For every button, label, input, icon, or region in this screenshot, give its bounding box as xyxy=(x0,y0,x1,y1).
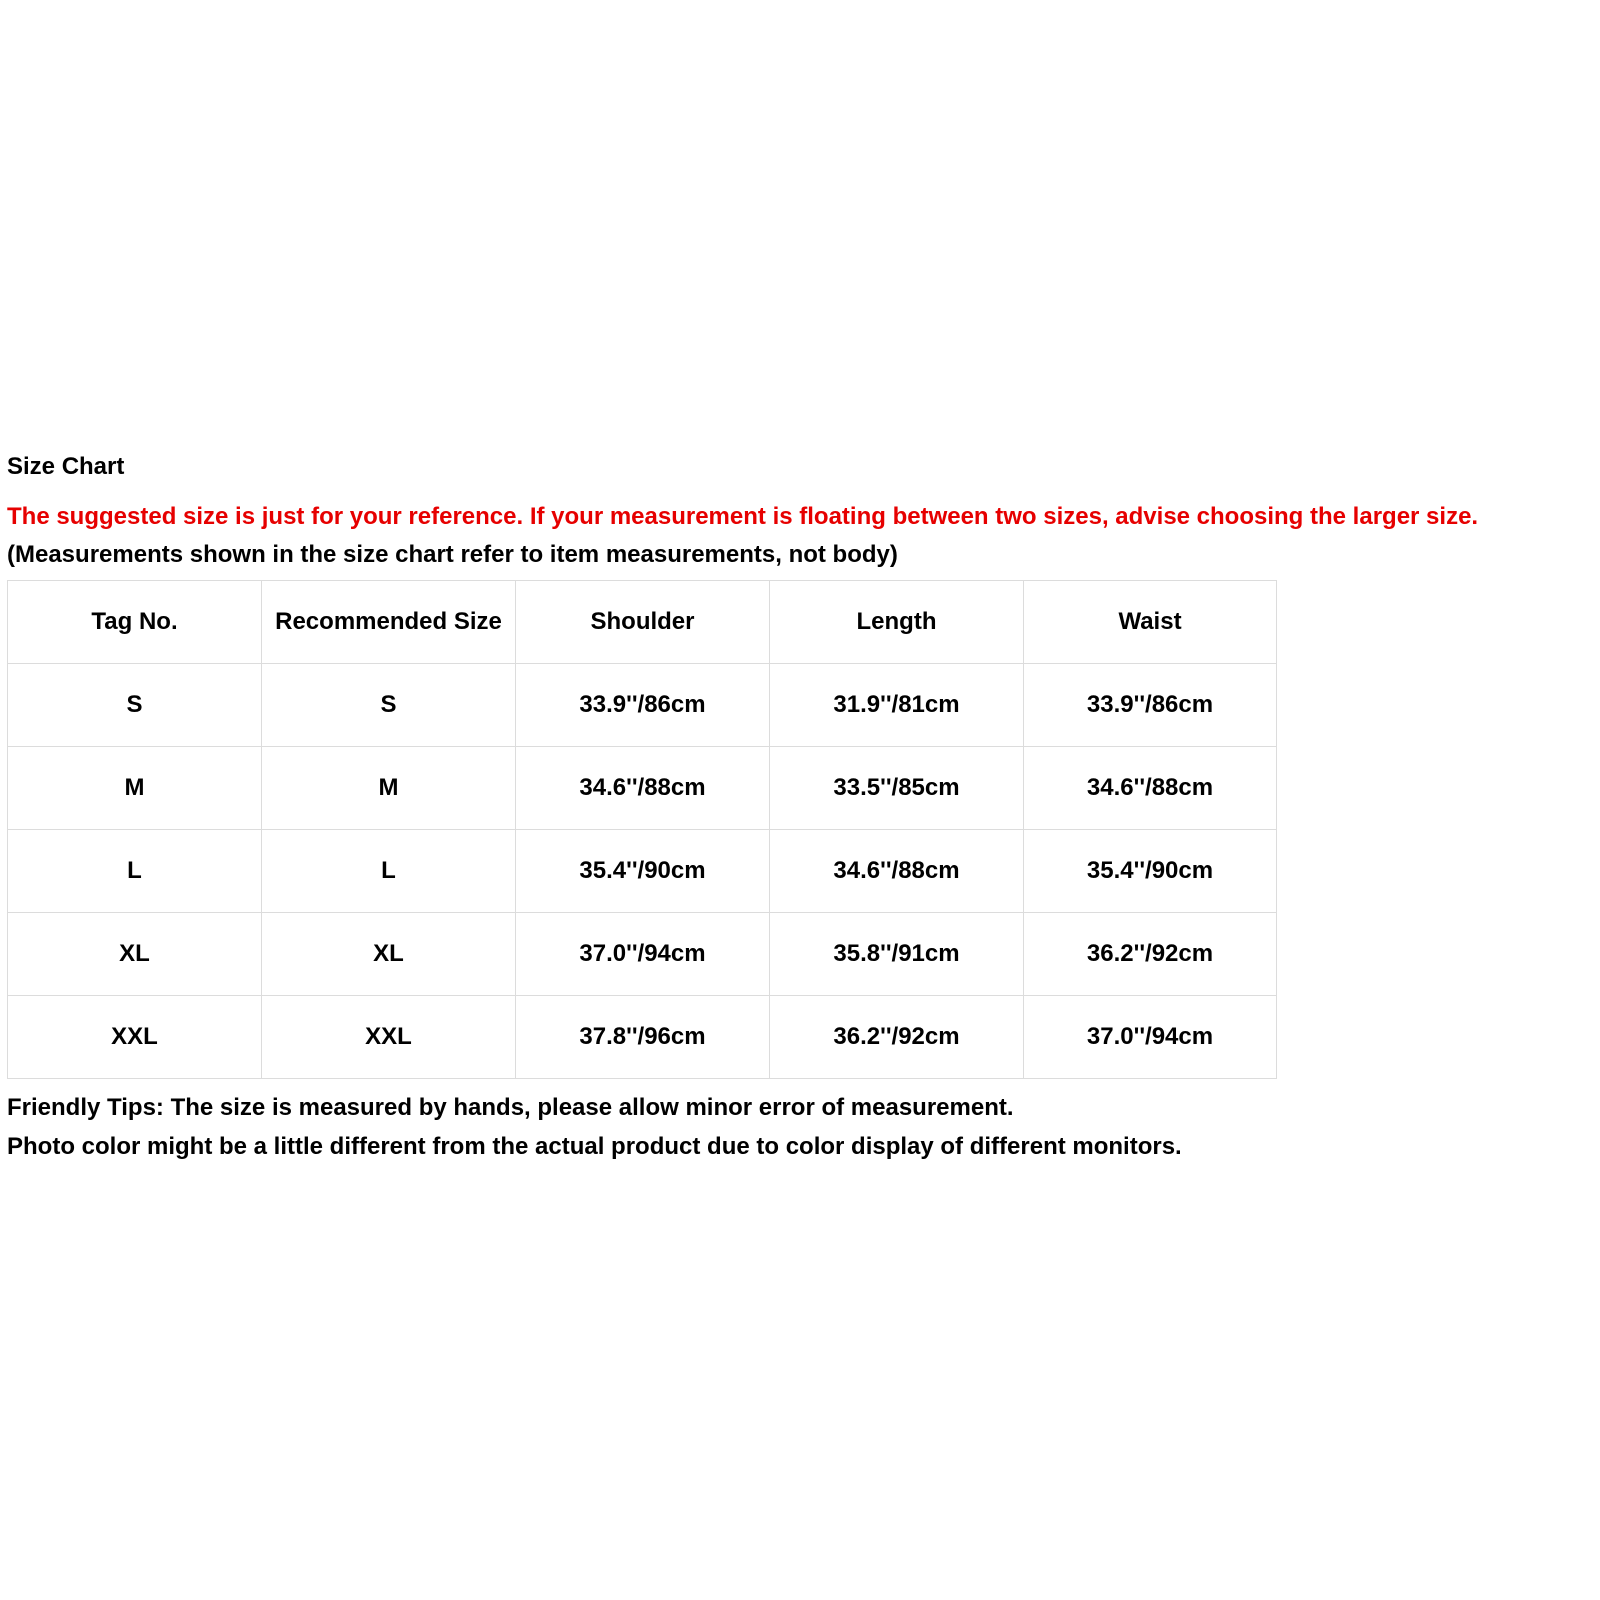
header-recommended-size: Recommended Size xyxy=(262,581,516,664)
recommended-size-cell: S xyxy=(262,664,516,747)
length-cell: 36.2''/92cm xyxy=(770,996,1024,1079)
shoulder-cell: 33.9''/86cm xyxy=(516,664,770,747)
length-cell: 35.8''/91cm xyxy=(770,913,1024,996)
tag-cell: XL xyxy=(8,913,262,996)
recommended-size-cell: XXL xyxy=(262,996,516,1079)
shoulder-cell: 34.6''/88cm xyxy=(516,747,770,830)
tag-cell: M xyxy=(8,747,262,830)
waist-cell: 36.2''/92cm xyxy=(1024,913,1277,996)
waist-cell: 35.4''/90cm xyxy=(1024,830,1277,913)
size-chart-title: Size Chart xyxy=(7,453,125,480)
size-table xyxy=(7,580,1277,1079)
measurement-note: (Measurements shown in the size chart refer to item measurements, not body) xyxy=(7,541,898,568)
recommended-size-cell: L xyxy=(262,830,516,913)
waist-cell: 33.9''/86cm xyxy=(1024,664,1277,747)
table-row xyxy=(8,664,1277,747)
table-row xyxy=(8,913,1277,996)
photo-color-note: Photo color might be a little different from the actual product due to color display of different monitors. xyxy=(7,1133,1182,1160)
table-row xyxy=(8,747,1277,830)
length-cell: 34.6''/88cm xyxy=(770,830,1024,913)
size-chart-document xyxy=(7,452,1597,1162)
tag-cell: XXL xyxy=(8,996,262,1079)
shoulder-cell: 37.0''/94cm xyxy=(516,913,770,996)
length-cell: 33.5''/85cm xyxy=(770,747,1024,830)
waist-cell: 37.0''/94cm xyxy=(1024,996,1277,1079)
table-row xyxy=(8,830,1277,913)
table-row xyxy=(8,996,1277,1079)
shoulder-cell: 37.8''/96cm xyxy=(516,996,770,1079)
header-shoulder: Shoulder xyxy=(516,581,770,664)
recommended-size-cell: XL xyxy=(262,913,516,996)
header-waist: Waist xyxy=(1024,581,1277,664)
header-tag-no: Tag No. xyxy=(8,581,262,664)
table-header-row xyxy=(8,581,1277,664)
header-length: Length xyxy=(770,581,1024,664)
size-notice: The suggested size is just for your reference. If your measurement is floating between two sizes, advise choosing the larger size. xyxy=(7,503,1479,530)
tag-cell: S xyxy=(8,664,262,747)
waist-cell: 34.6''/88cm xyxy=(1024,747,1277,830)
shoulder-cell: 35.4''/90cm xyxy=(516,830,770,913)
tag-cell: L xyxy=(8,830,262,913)
friendly-tips: Friendly Tips: The size is measured by hands, please allow minor error of measurement. xyxy=(7,1094,1014,1121)
length-cell: 31.9''/81cm xyxy=(770,664,1024,747)
recommended-size-cell: M xyxy=(262,747,516,830)
